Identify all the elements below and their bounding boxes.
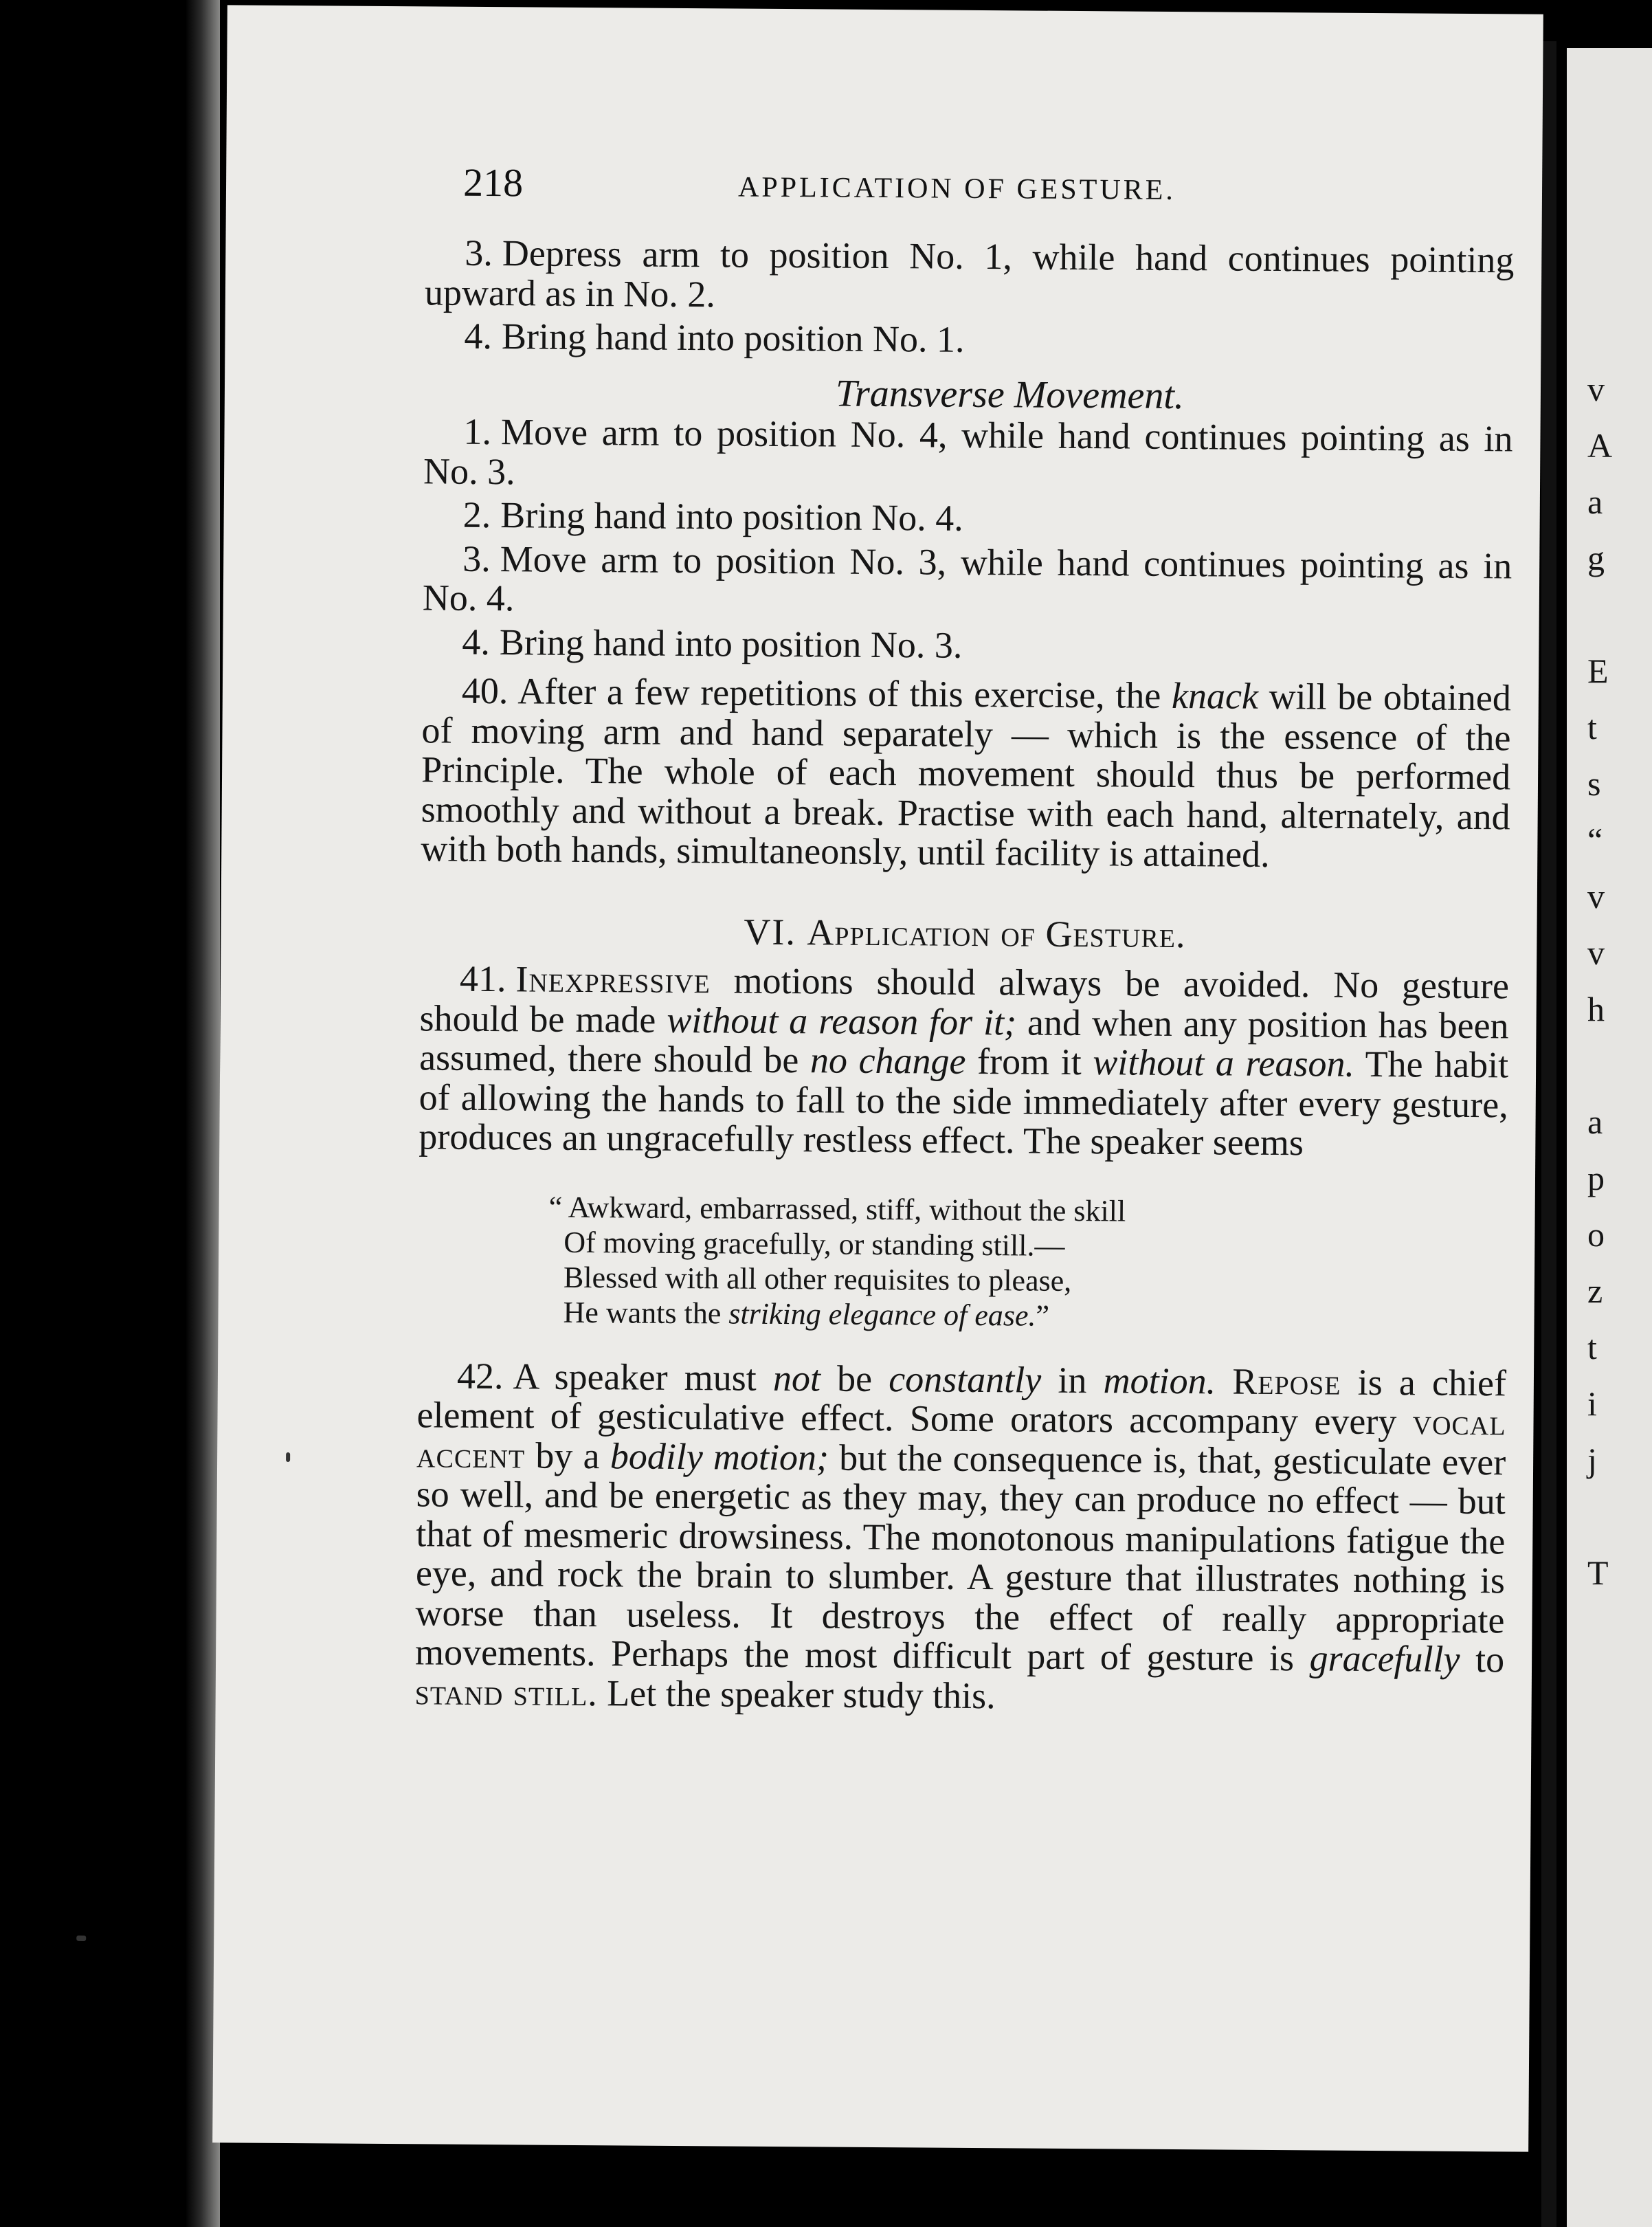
facing-page-letter: o bbox=[1587, 1215, 1605, 1254]
running-head bbox=[226, 157, 1543, 228]
facing-page-letter bbox=[1587, 1488, 1612, 1544]
step-item: 4. Bring hand into position No. 3. bbox=[462, 621, 963, 666]
running-title: APPLICATION OF GESTURE. bbox=[737, 171, 1176, 206]
facing-page-letter: z bbox=[1587, 1272, 1603, 1310]
facing-page-letter: v bbox=[1587, 877, 1605, 916]
page-number: 218 bbox=[462, 159, 524, 206]
paragraph-40: 40. After a few repetitions of this exercise, the knack will be obtained of moving arm and hand separately — which is the essence of the Principle. The whole of each movement should thus be performed smoothly and without a break. Practise with each hand, alternately, and with both hands, simultaneonsly, until facility is attained. bbox=[421, 669, 1512, 875]
facing-page-letter: a bbox=[1587, 483, 1603, 521]
paper-speck bbox=[286, 1452, 290, 1462]
step-item: 4. Bring hand into position No. 1. bbox=[464, 315, 965, 360]
facing-page-letter: i bbox=[1587, 1384, 1597, 1423]
facing-page-letter: a bbox=[1587, 1103, 1603, 1141]
page-gutter bbox=[1541, 41, 1556, 2227]
facing-page-text-fragments bbox=[1587, 361, 1612, 1601]
facing-page bbox=[1567, 48, 1652, 2227]
facing-page-letter: t bbox=[1587, 708, 1597, 746]
paragraph-41: 41. Inexpressive motions should always be avoided. No gesture should be made without a reason for it; and when any position has been assumed, there should be no change from it without a reason. The habit of allowing the hands to fall to the side immediately after every gesture, produces an ungracefully restless effect. The speaker seems bbox=[418, 957, 1510, 1164]
section-heading: VI. Application of Gesture. bbox=[744, 911, 1186, 955]
facing-page-letter: A bbox=[1587, 426, 1613, 465]
facing-page-letter: j bbox=[1587, 1441, 1597, 1479]
book-page bbox=[212, 5, 1543, 2151]
page-body bbox=[415, 233, 1515, 1719]
step-item: 1. Move arm to position No. 4, while hand continues pointing as in No. 3. bbox=[423, 410, 1513, 492]
facing-page-letter: “ bbox=[1587, 821, 1603, 859]
step-item: 3. Move arm to position No. 3, while hand continues pointing as in No. 4. bbox=[422, 538, 1513, 619]
facing-page-letter: v bbox=[1587, 933, 1605, 972]
facing-page-letter: h bbox=[1587, 990, 1605, 1028]
subsection-heading: Transverse Movement. bbox=[835, 372, 1185, 417]
facing-page-letter: g bbox=[1587, 539, 1605, 577]
step-item: 2. Bring hand into position No. 4. bbox=[462, 494, 963, 539]
paragraph-42: 42. A speaker must not be constantly in motion. Repose is a chief element of gesticulative effect. Some orators accompany every vocal accent by a bodily motion; but the consequence is, that, gesticulate ever so well, and be energetic as they may, they can produce no effect — but that of mesmeric drowsiness. The monotonous manipulations fatigue the eye, and rock the brain to slumber. A gesture that illustrates nothing is worse than useless. It destroys the effect of really appropriate movements. Perhaps the most difficult part of gesture is gracefully to stand still. Let the speaker study this. bbox=[414, 1355, 1507, 1716]
facing-page-letter: E bbox=[1587, 652, 1609, 690]
facing-page-letter: p bbox=[1587, 1159, 1605, 1197]
facing-page-letter: T bbox=[1587, 1553, 1609, 1592]
facing-page-letter: v bbox=[1587, 370, 1605, 408]
facing-page-letter: t bbox=[1587, 1328, 1597, 1366]
facing-page-letter: s bbox=[1587, 764, 1601, 803]
facing-page-letter bbox=[1587, 586, 1612, 643]
step-item: 3. Depress arm to position No. 1, while hand continues pointing upward as in No. 2. bbox=[424, 232, 1515, 315]
verse-quotation: “ Awkward, embarrassed, stiff, without the skill Of moving gracefully, or standing still.— Blessed with all other requisites to please, He wants the striking elegance of ease.” bbox=[548, 1190, 1126, 1333]
paper-speck bbox=[76, 1936, 86, 1941]
facing-page-letter bbox=[1587, 1037, 1612, 1094]
